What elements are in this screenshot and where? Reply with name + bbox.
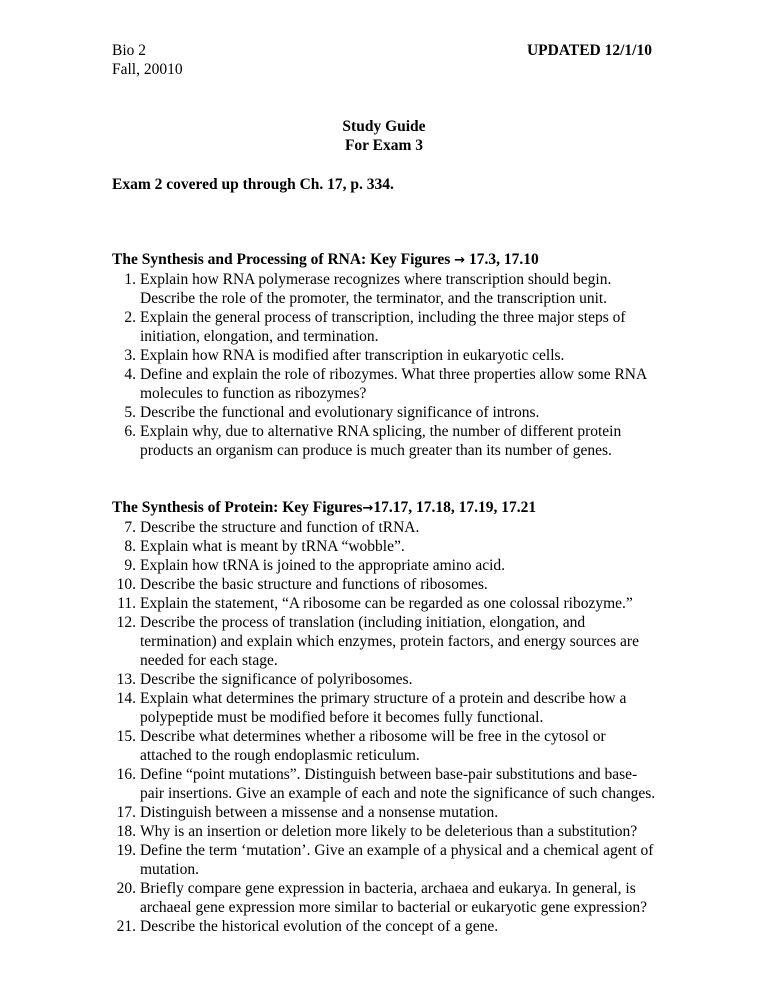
item-text: Describe what determines whether a ribosome will be free in the cytosol or attached to the rough endoplasmic reticulum. (140, 728, 606, 764)
list-item (112, 308, 657, 346)
list-item (112, 841, 657, 879)
item-number: 18. (116, 823, 136, 840)
question-list (112, 518, 657, 936)
arrow-icon: → (454, 253, 466, 268)
section-rna-synthesis (112, 250, 657, 460)
list-item (112, 518, 657, 537)
item-text: Describe the structure and function of tRNA. (140, 519, 420, 536)
item-text: Explain what is meant by tRNA “wobble”. (140, 538, 405, 555)
item-text: Describe the basic structure and functions of ribosomes. (140, 576, 488, 593)
list-item (112, 917, 657, 936)
item-text: Define the term ‘mutation’. Give an example of a physical and a chemical agent of mutation. (140, 842, 654, 878)
item-text: Why is an insertion or deletion more likely to be deleterious than a substitution? (140, 823, 638, 840)
section-heading-figures: 17.17, 17.18, 17.19, 17.21 (373, 499, 537, 516)
title-block (0, 117, 768, 155)
updated-date: UPDATED 12/1/10 (526, 42, 652, 59)
list-item (112, 727, 657, 765)
item-number: 19. (116, 842, 136, 859)
item-number: 13. (116, 671, 136, 688)
item-text: Distinguish between a missense and a nonsense mutation. (140, 804, 499, 821)
list-item (112, 822, 657, 841)
item-number: 6. (124, 423, 136, 440)
item-text: Explain how tRNA is joined to the appropriate amino acid. (140, 557, 506, 574)
item-number: 15. (116, 728, 136, 745)
item-text: Describe the significance of polyribosomes. (140, 671, 413, 688)
section-protein-synthesis (112, 498, 657, 936)
item-number: 17. (116, 804, 136, 821)
question-list (112, 270, 657, 460)
section-heading (112, 498, 657, 518)
item-number: 10. (116, 576, 136, 593)
section-heading (112, 250, 657, 270)
document-subtitle: For Exam 3 (344, 137, 424, 154)
item-text: Define “point mutations”. Distinguish between base-pair substitutions and base-pair insertions. Give an example of each and note the significance of such changes. (140, 766, 656, 802)
item-number: 2. (124, 309, 136, 326)
item-number: 3. (124, 347, 136, 364)
item-number: 7. (124, 519, 136, 536)
item-text: Briefly compare gene expression in bacteria, archaea and eukarya. In general, is archaeal gene expression more similar to bacterial or eukaryotic gene expression? (140, 880, 647, 916)
list-item (112, 556, 657, 575)
item-number: 20. (116, 880, 136, 897)
list-item (112, 537, 657, 556)
item-number: 16. (116, 766, 136, 783)
list-item (112, 365, 657, 403)
item-number: 5. (124, 404, 136, 421)
term: Fall, 20010 (112, 61, 183, 78)
list-item (112, 575, 657, 594)
item-number: 21. (116, 918, 136, 935)
item-number: 11. (117, 595, 136, 612)
list-item (112, 270, 657, 308)
list-item (112, 670, 657, 689)
document-title: Study Guide (342, 118, 426, 135)
item-text: Explain what determines the primary structure of a protein and describe how a polypeptide must be modified before it becomes fully functional. (140, 690, 627, 726)
item-number: 4. (124, 366, 136, 383)
item-text: Explain the statement, “A ribosome can be regarded as one colossal ribozyme.” (140, 595, 633, 612)
list-item (112, 403, 657, 422)
item-text: Explain why, due to alternative RNA splicing, the number of different protein products an organism can produce is much greater than its number of genes. (140, 423, 622, 459)
item-text: Describe the functional and evolutionary significance of introns. (140, 404, 540, 421)
list-item (112, 879, 657, 917)
item-number: 12. (116, 614, 136, 631)
section-heading-figures: 17.3, 17.10 (465, 251, 539, 268)
list-item (112, 346, 657, 365)
item-text: Describe the historical evolution of the concept of a gene. (140, 918, 499, 935)
list-item (112, 422, 657, 460)
list-item (112, 689, 657, 727)
item-number: 14. (116, 690, 136, 707)
list-item (112, 594, 657, 613)
item-text: Explain how RNA is modified after transcription in eukaryotic cells. (140, 347, 565, 364)
item-text: Explain how RNA polymerase recognizes where transcription should begin. Describe the role of the promoter, the terminator, and the transcription unit. (140, 271, 612, 307)
coverage-note: Exam 2 covered up through Ch. 17, p. 334. (112, 176, 394, 193)
list-item (112, 765, 657, 803)
section-heading-text: The Synthesis and Processing of RNA: Key Figures (112, 251, 451, 268)
course-name: Bio 2 (112, 42, 147, 59)
section-heading-text: The Synthesis of Protein: Key Figures (112, 499, 363, 516)
header-left (112, 41, 183, 79)
item-text: Explain the general process of transcription, including the three major steps of initiation, elongation, and termination. (140, 309, 626, 345)
item-number: 1. (124, 271, 136, 288)
list-item (112, 803, 657, 822)
item-number: 8. (124, 538, 136, 555)
item-text: Describe the process of translation (including initiation, elongation, and termination) and explain which enzymes, protein factors, and energy sources are needed for each stage. (140, 614, 639, 669)
item-text: Define and explain the role of ribozymes. What three properties allow some RNA molecules to function as ribozymes? (140, 366, 647, 402)
item-number: 9. (124, 557, 136, 574)
list-item (112, 613, 657, 670)
arrow-icon: → (362, 501, 374, 516)
